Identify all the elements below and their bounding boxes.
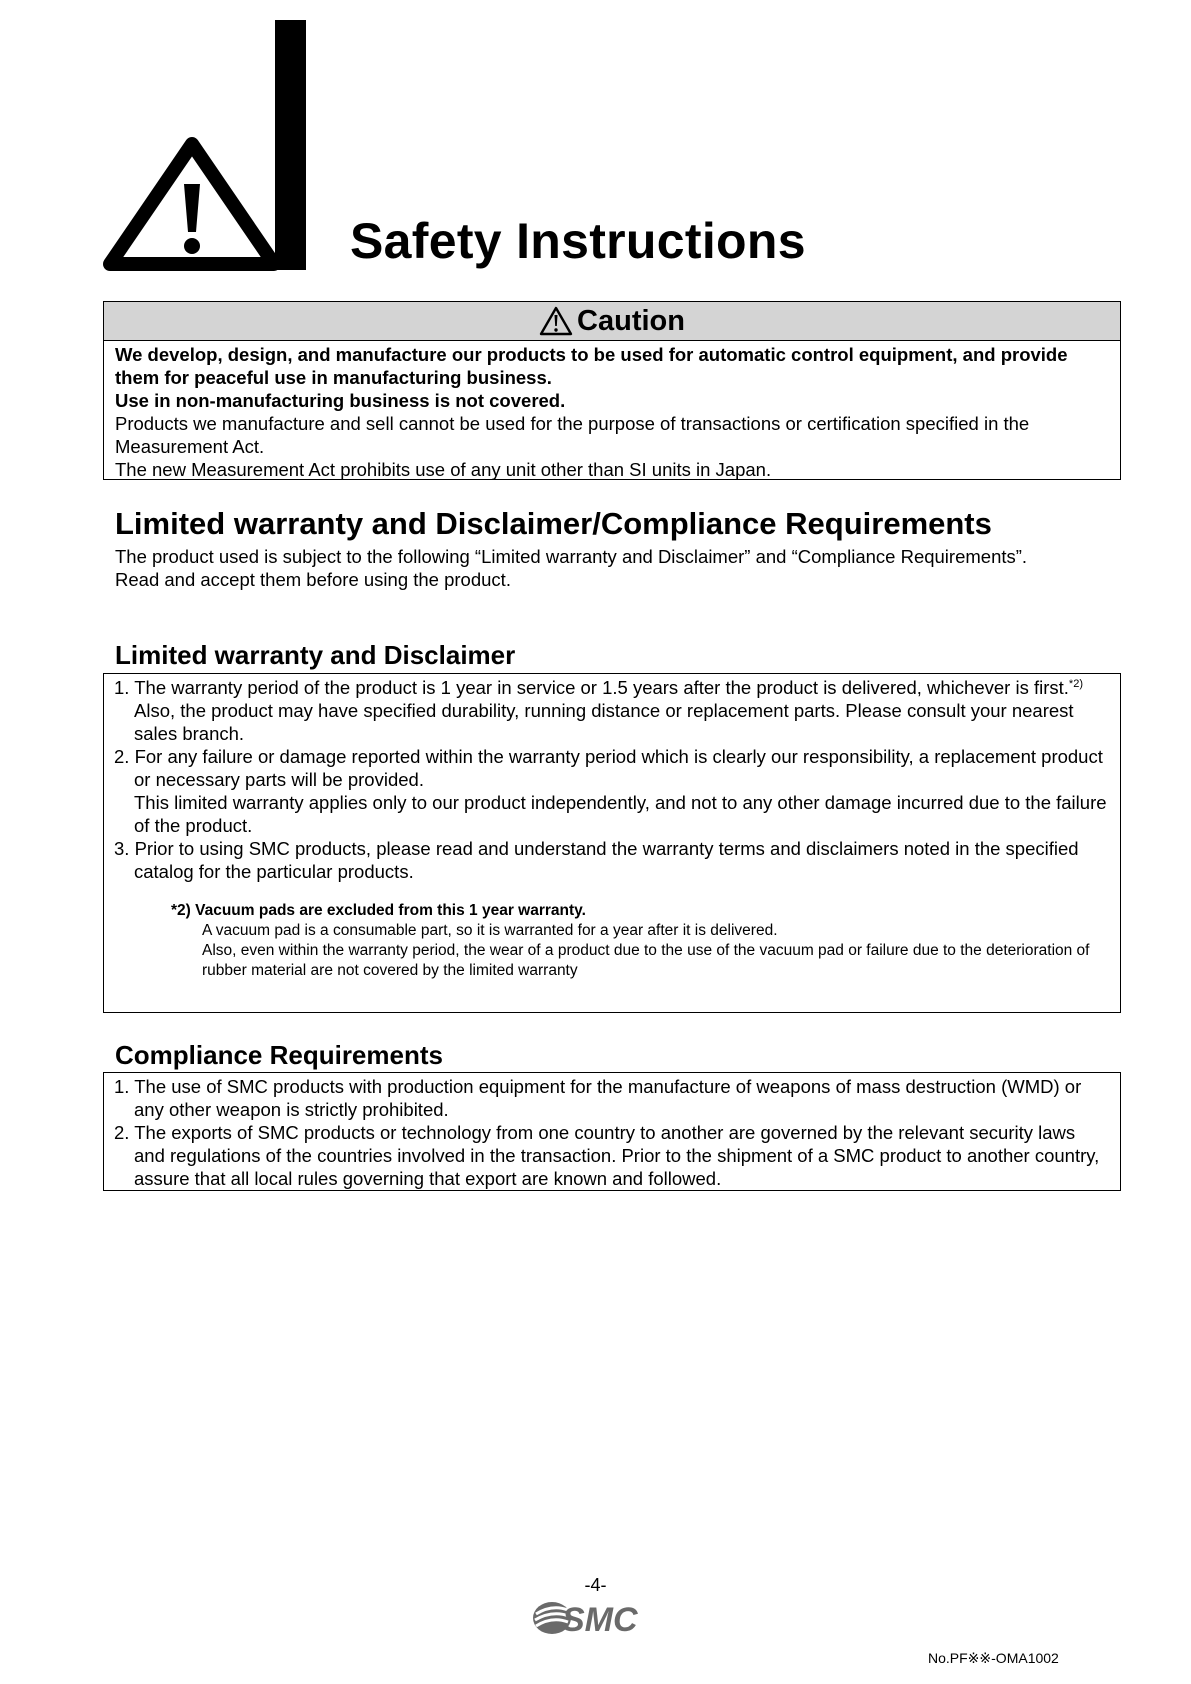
warranty-item-text: 1. The warranty period of the product is 1 year in service or 1.5 years after the product is delivered, whichever is first. [114, 677, 1069, 698]
note-head: *2) Vacuum pads are excluded from this 1 year warranty. [171, 902, 586, 919]
warranty-item [114, 676, 1110, 699]
compliance-box [103, 1072, 1121, 1191]
caution-line: Products we manufacture and sell cannot be used for the purpose of transactions or certification specified in the Measurement Act. [115, 413, 1030, 457]
caution-title: Caution [577, 304, 685, 337]
compliance-item: 1. The use of SMC products with production equipment for the manufacture of weapons of mass destruction (WMD) or any other weapon is strictly prohibited. [114, 1076, 1082, 1120]
warranty-item-sub: Also, the product may have specified durability, running distance or replacement parts. Please consult your nearest sales branch. [134, 700, 1074, 744]
intro-line: Read and accept them before using the product. [115, 569, 511, 590]
footnote-ref: *2) [1068, 677, 1083, 690]
warranty-note [114, 901, 1110, 981]
caution-line: We develop, design, and manufacture our products to be used for automatic control equipment, and provide them for peaceful use in manufacturing business. [115, 344, 1068, 388]
warranty-item-sub: This limited warranty applies only to our product independently, and not to any other damage incurred due to the failure of the product. [134, 792, 1107, 836]
compliance-item: 2. The exports of SMC products or technology from one country to another are governed by the relevant security laws and regulations of the countries involved in the transaction. Prior to the shipment of a SMC product to another country, assure that all local rules governing that export are known and followed. [114, 1122, 1100, 1189]
compliance-title: Compliance Requirements [115, 1040, 443, 1070]
caution-body [104, 341, 1120, 481]
page-number: -4- [584, 1575, 607, 1595]
caution-box [103, 301, 1121, 480]
document-number: No.PF※※-OMA1002 [928, 1650, 1059, 1666]
warning-triangle-icon [102, 136, 282, 272]
warranty-box [103, 673, 1121, 1013]
warranty-item: 3. Prior to using SMC products, please read and understand the warranty terms and disclaimers noted in the specified catalog for the particular products. [114, 838, 1079, 882]
caution-line: Use in non-manufacturing business is not covered. [115, 390, 566, 411]
note-line: Also, even within the warranty period, the wear of a product due to the use of the vacuum pad or failure due to the deterioration of rubber material are not covered by the limited warranty [202, 942, 1090, 979]
section-intro [115, 545, 1115, 591]
warning-triangle-icon [539, 306, 573, 336]
warranty-title: Limited warranty and Disclaimer [115, 640, 516, 670]
intro-line: The product used is subject to the following “Limited warranty and Disclaimer” and “Compliance Requirements”. [115, 546, 1028, 567]
smc-logo [532, 1598, 666, 1638]
caution-header [104, 302, 1120, 341]
warranty-item: 2. For any failure or damage reported within the warranty period which is clearly our responsibility, a replacement product or necessary parts will be provided. [114, 746, 1103, 790]
section-title: Limited warranty and Disclaimer/Compliance Requirements [115, 506, 992, 541]
caution-line: The new Measurement Act prohibits use of any unit other than SI units in Japan. [115, 459, 772, 480]
note-line: A vacuum pad is a consumable part, so it is warranted for a year after it is delivered. [202, 922, 778, 939]
header-bar [275, 20, 306, 270]
logo-text: SMC [562, 1601, 638, 1638]
page-title: Safety Instructions [350, 213, 806, 269]
